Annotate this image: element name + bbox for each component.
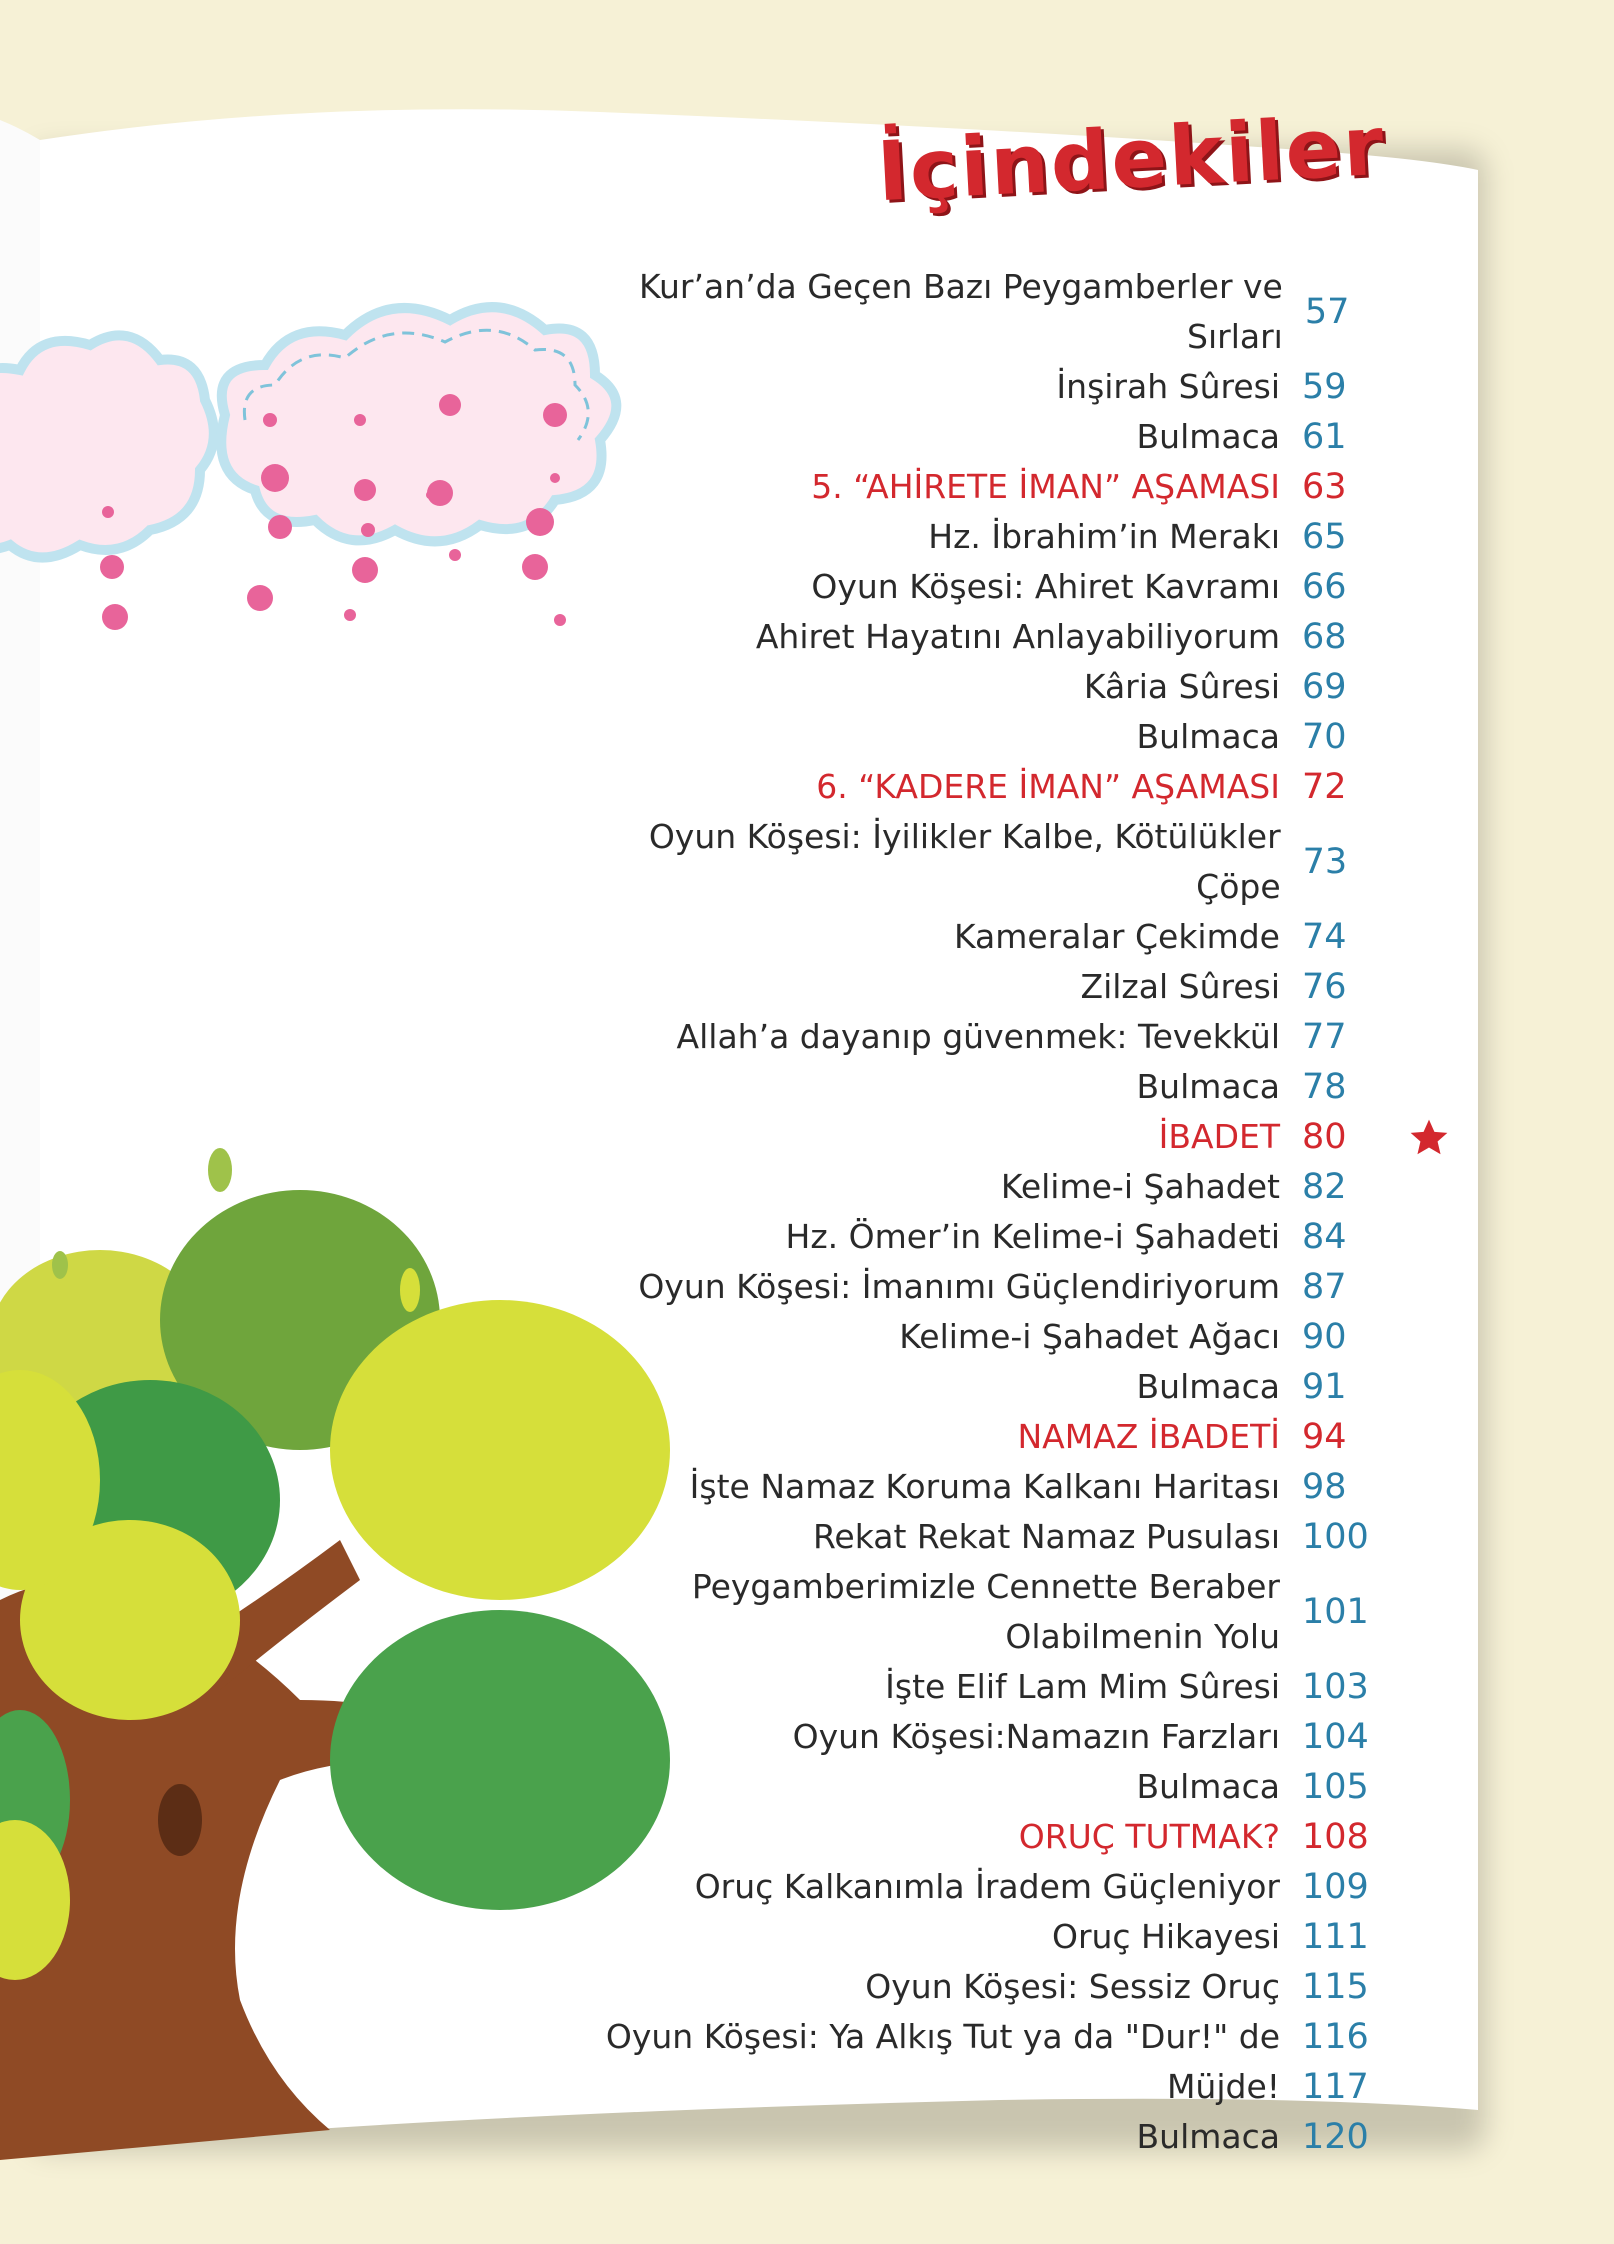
toc-entry-title: 5. “AHİRETE İMAN” AŞAMASI	[811, 467, 1280, 506]
toc-entry[interactable]	[560, 1062, 1380, 1112]
toc-entry-title: Ahiret Hayatını Anlayabiliyorum	[755, 617, 1280, 656]
toc-entry[interactable]	[560, 1012, 1380, 1062]
toc-page-number: 74	[1302, 917, 1347, 957]
toc-entry-title: Allah’a dayanıp güvenmek: Tevekkül	[676, 1017, 1280, 1056]
toc-page-number: 104	[1302, 1717, 1369, 1757]
toc-page-number: 91	[1302, 1367, 1347, 1407]
toc-entry[interactable]	[560, 1362, 1380, 1412]
toc-section-entry[interactable]	[560, 462, 1380, 512]
toc-page-number: 63	[1302, 467, 1347, 507]
toc-page-number: 68	[1302, 617, 1347, 657]
toc-page-number: 57	[1304, 292, 1350, 332]
toc-page-number: 69	[1302, 667, 1347, 707]
toc-section-entry[interactable]	[560, 1412, 1380, 1462]
toc-entry[interactable]	[560, 2062, 1380, 2112]
toc-entry-title-line-2: Olabilmenin Yolu	[1005, 1617, 1280, 1656]
toc-entry-title: Oruç Hikayesi	[1051, 1917, 1280, 1956]
toc-page-number: 120	[1302, 2117, 1369, 2157]
toc-entry[interactable]	[560, 2112, 1380, 2162]
toc-entry-title: Bulmaca	[1136, 717, 1280, 756]
toc-section-entry[interactable]	[560, 1812, 1380, 1862]
toc-entry-title: İnşirah Sûresi	[1056, 367, 1280, 406]
toc-page-number: 59	[1302, 367, 1347, 407]
toc-entry-title: 6. “KADERE İMAN” AŞAMASI	[816, 767, 1280, 806]
toc-entry-title: Oyun Köşesi: İmanımı Güçlendiriyorum	[638, 1267, 1280, 1306]
toc-entry-title: Bulmaca	[1136, 1767, 1280, 1806]
toc-entry[interactable]	[560, 612, 1380, 662]
toc-entry-title-line-1: Peygamberimizle Cennette Beraber	[691, 1567, 1280, 1606]
toc-entry-title: Kur’an’da Geçen Bazı Peygamberler ve Sırları	[638, 267, 1283, 356]
toc-entry[interactable]	[560, 712, 1380, 762]
toc-entry-title: NAMAZ İBADETİ	[1017, 1417, 1280, 1456]
toc-section-entry[interactable]	[560, 762, 1380, 812]
toc-page-number: 78	[1302, 1067, 1347, 1107]
toc-entry[interactable]	[560, 1262, 1380, 1312]
toc-entry[interactable]	[560, 362, 1380, 412]
toc-page-number: 82	[1302, 1167, 1347, 1207]
toc-entry[interactable]	[560, 1162, 1380, 1212]
toc-page-number: 66	[1302, 567, 1347, 607]
toc-list	[560, 262, 1380, 2162]
toc-entry-title: Kelime-i Şahadet	[1000, 1167, 1280, 1206]
toc-entry[interactable]	[560, 262, 1380, 362]
toc-entry[interactable]	[560, 1562, 1380, 1662]
toc-page-number: 61	[1302, 417, 1347, 457]
toc-entry-title	[692, 1562, 1280, 1662]
toc-entry-title: Zilzal Sûresi	[1080, 967, 1280, 1006]
toc-entry-title: Bulmaca	[1136, 1367, 1280, 1406]
toc-page-number: 70	[1302, 717, 1347, 757]
toc-page-number: 94	[1302, 1417, 1347, 1457]
toc-entry[interactable]	[560, 1762, 1380, 1812]
toc-entry[interactable]	[560, 1862, 1380, 1912]
toc-entry-title: Hz. İbrahim’in Merakı	[928, 517, 1280, 556]
toc-page-number: 115	[1302, 1967, 1369, 2007]
toc-page-number: 105	[1302, 1767, 1369, 1807]
toc-entry[interactable]	[560, 1512, 1380, 1562]
toc-entry[interactable]	[560, 512, 1380, 562]
toc-entry-title: Oyun Köşesi: Ahiret Kavramı	[811, 567, 1280, 606]
toc-entry[interactable]	[560, 412, 1380, 462]
toc-entry-title: Hz. Ömer’in Kelime-i Şahadeti	[785, 1217, 1280, 1256]
toc-page-number: 117	[1302, 2067, 1369, 2107]
toc-page-number: 116	[1302, 2017, 1369, 2057]
toc-entry-title: Oruç Kalkanımla İradem Güçleniyor	[694, 1867, 1280, 1906]
toc-entry-title: Oyun Köşesi: İyilikler Kalbe, Kötülükler Çöpe	[648, 817, 1281, 906]
toc-entry-title: Oyun Köşesi:Namazın Farzları	[792, 1717, 1280, 1756]
toc-entry-title: Müjde!	[1166, 2067, 1280, 2106]
toc-page-number: 111	[1302, 1917, 1369, 1957]
toc-page-number: 65	[1302, 517, 1347, 557]
toc-entry-title: Bulmaca	[1136, 2117, 1280, 2156]
toc-entry-title: Bulmaca	[1136, 1067, 1280, 1106]
toc-entry-title: Kelime-i Şahadet Ağacı	[899, 1317, 1280, 1356]
toc-entry[interactable]	[560, 1462, 1380, 1512]
toc-page-number: 101	[1302, 1592, 1369, 1632]
toc-page-number: 76	[1302, 967, 1347, 1007]
toc-entry[interactable]	[560, 2012, 1380, 2062]
toc-section-entry[interactable]	[560, 1112, 1380, 1162]
toc-entry[interactable]	[560, 1712, 1380, 1762]
toc-entry-title: ORUÇ TUTMAK?	[1018, 1817, 1280, 1856]
toc-page-number: 77	[1302, 1017, 1347, 1057]
toc-entry[interactable]	[560, 1662, 1380, 1712]
toc-entry[interactable]	[560, 662, 1380, 712]
star-icon	[1408, 1117, 1450, 1159]
toc-entry[interactable]	[560, 1312, 1380, 1362]
toc-page-number: 72	[1302, 767, 1347, 807]
toc-page-number: 98	[1302, 1467, 1347, 1507]
toc-page-number: 100	[1302, 1517, 1369, 1557]
toc-entry-title: Bulmaca	[1136, 417, 1280, 456]
toc-entry[interactable]	[560, 1912, 1380, 1962]
page-title: İçindekiler	[875, 98, 1389, 221]
toc-entry-title: Kameralar Çekimde	[954, 917, 1280, 956]
toc-entry-title: Oyun Köşesi: Ya Alkış Tut ya da "Dur!" de	[605, 2017, 1280, 2056]
toc-entry[interactable]	[560, 912, 1380, 962]
toc-page-number: 108	[1302, 1817, 1369, 1857]
toc-page-number: 109	[1302, 1867, 1369, 1907]
toc-entry[interactable]	[560, 1962, 1380, 2012]
toc-entry-title: İşte Elif Lam Mim Sûresi	[885, 1667, 1280, 1706]
toc-entry-title: Kâria Sûresi	[1083, 667, 1280, 706]
toc-entry[interactable]	[560, 562, 1380, 612]
toc-page-number: 103	[1302, 1667, 1369, 1707]
toc-page-number: 90	[1302, 1317, 1347, 1357]
toc-page-number: 73	[1302, 842, 1348, 882]
toc-entry-title: İBADET	[1158, 1117, 1280, 1156]
toc-page-number: 80	[1302, 1117, 1347, 1157]
toc-entry[interactable]	[560, 1212, 1380, 1262]
toc-page-number: 87	[1302, 1267, 1347, 1307]
toc-entry[interactable]	[560, 812, 1380, 912]
toc-entry-title: Oyun Köşesi: Sessiz Oruç	[865, 1967, 1280, 2006]
toc-page-number: 84	[1302, 1217, 1347, 1257]
toc-entry-title: Rekat Rekat Namaz Pusulası	[812, 1517, 1280, 1556]
toc-entry-title: İşte Namaz Koruma Kalkanı Haritası	[689, 1467, 1280, 1506]
toc-entry[interactable]	[560, 962, 1380, 1012]
